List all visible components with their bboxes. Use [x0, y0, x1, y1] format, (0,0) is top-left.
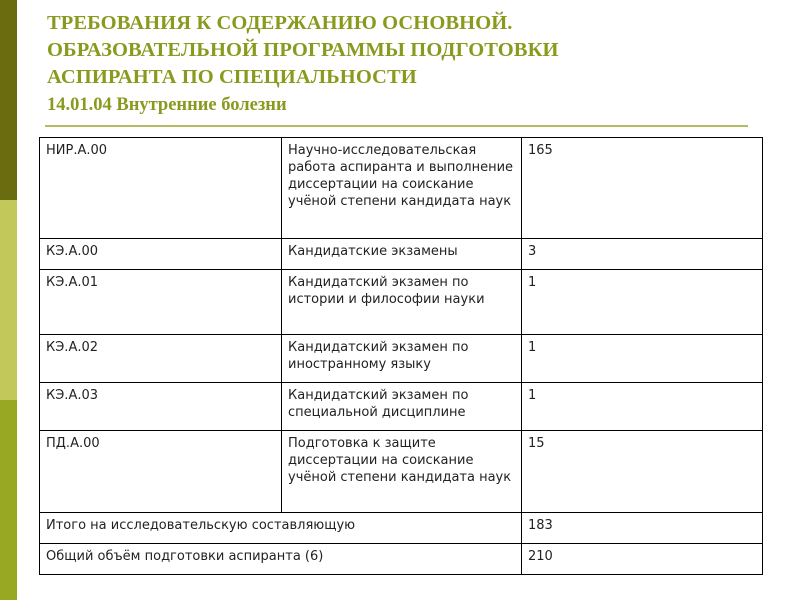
- row-name: Кандидатский экзамен по специальной дисциплине: [282, 383, 522, 431]
- total-value: 210: [522, 544, 763, 575]
- title-line-3: АСПИРАНТА ПО СПЕЦИАЛЬНОСТИ: [47, 66, 417, 88]
- row-value: 15: [522, 431, 763, 513]
- program-requirements-table: [39, 137, 763, 575]
- title-line-2: ОБРАЗОВАТЕЛЬНОЙ ПРОГРАММЫ ПОДГОТОВКИ: [47, 39, 559, 61]
- row-name: Кандидатский экзамен по иностранному языку: [282, 335, 522, 383]
- row-value: 3: [522, 239, 763, 270]
- row-value: 1: [522, 335, 763, 383]
- row-name: Кандидатский экзамен по истории и философии науки: [282, 270, 522, 335]
- row-code: КЭ.А.00: [40, 239, 282, 270]
- row-code: КЭ.А.01: [40, 270, 282, 335]
- table-row: [40, 335, 763, 383]
- table-row: [40, 383, 763, 431]
- title-line-1: ТРЕБОВАНИЯ К СОДЕРЖАНИЮ ОСНОВНОЙ.: [47, 12, 513, 34]
- sidebar-segment-top: [0, 0, 17, 200]
- total-label: Итого на исследовательскую составляющую: [40, 513, 522, 544]
- table-row: [40, 270, 763, 335]
- row-value: 165: [522, 138, 763, 239]
- title-divider: [45, 125, 748, 127]
- row-code: НИР.А.00: [40, 138, 282, 239]
- table-row: [40, 431, 763, 513]
- table-row: [40, 239, 763, 270]
- row-value: 1: [522, 270, 763, 335]
- total-value: 183: [522, 513, 763, 544]
- title-subtitle: 14.01.04 Внутренние болезни: [47, 95, 287, 115]
- row-name: Кандидатские экзамены: [282, 239, 522, 270]
- table-row: [40, 138, 763, 239]
- row-code: КЭ.А.02: [40, 335, 282, 383]
- row-code: ПД.А.00: [40, 431, 282, 513]
- row-value: 1: [522, 383, 763, 431]
- total-row-research: [40, 513, 763, 544]
- sidebar-segment-middle: [0, 200, 17, 400]
- total-row-overall: [40, 544, 763, 575]
- row-name: Подготовка к защите диссертации на соискание учёной степени кандидата наук: [282, 431, 522, 513]
- row-name: Научно-исследовательская работа аспиранта и выполнение диссертации на соискание учёной степени кандидата наук: [282, 138, 522, 239]
- slide-sidebar-bar: [0, 0, 17, 600]
- slide-title: [47, 10, 767, 118]
- total-label: Общий объём подготовки аспиранта (6): [40, 544, 522, 575]
- row-code: КЭ.А.03: [40, 383, 282, 431]
- sidebar-segment-bottom: [0, 400, 17, 600]
